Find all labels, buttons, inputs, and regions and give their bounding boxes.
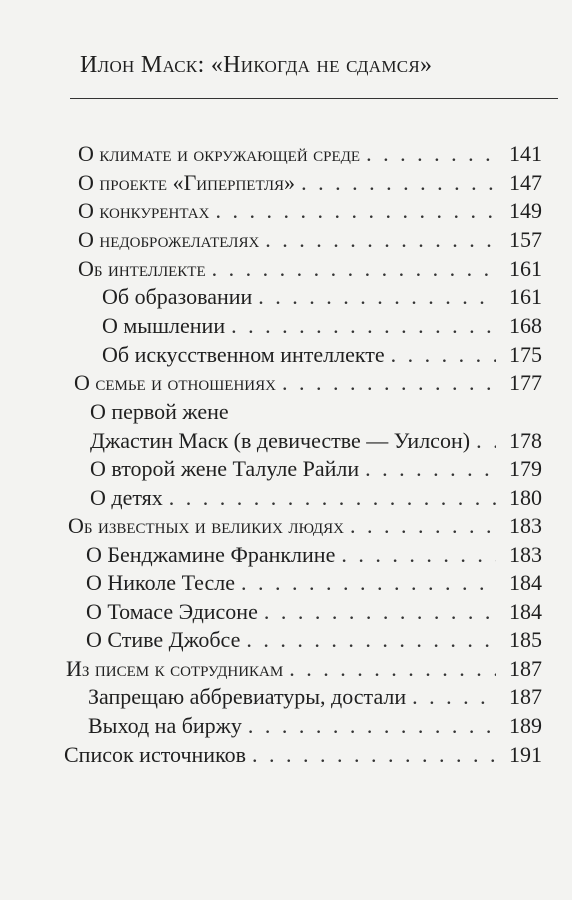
toc-entry-franklin — [86, 541, 542, 569]
toc-page-number: 183 — [509, 513, 542, 538]
toc-page-number: 184 — [509, 570, 542, 595]
toc-entry-label: О Стиве Джобсе — [86, 627, 241, 652]
toc-entry-tesla — [86, 569, 542, 597]
dot-leader — [169, 484, 496, 512]
toc-page-number: 149 — [509, 198, 542, 223]
toc-entry-label: Запрещаю аббревиатуры, достали — [88, 684, 407, 709]
dot-leader — [265, 226, 496, 254]
toc-page-number: 168 — [509, 313, 542, 338]
toc-entry-label: О Томасе Эдисоне — [86, 599, 258, 624]
toc-entry-edison — [86, 598, 542, 626]
dot-leader — [476, 427, 496, 455]
toc-entry-label: Выход на биржу — [88, 713, 242, 738]
dot-leader — [215, 197, 496, 225]
dot-leader — [252, 741, 496, 769]
toc-entry-second-wife — [90, 455, 542, 483]
toc-entry-label: Джастин Маск (в девичестве — Уилсон) — [90, 428, 471, 453]
toc-entry-hyperloop — [78, 169, 542, 197]
toc-entry-label: Об образовании — [102, 284, 253, 309]
toc-entry-label: Список источников — [64, 742, 247, 767]
toc-page-number: 184 — [509, 599, 542, 624]
toc-page-number: 178 — [509, 428, 542, 453]
toc-entry-climate — [78, 140, 542, 168]
toc-page-number: 187 — [509, 684, 542, 709]
running-head: Илон Маск: «Никогда не сдамся» — [80, 52, 433, 78]
toc-entry-intellect — [78, 255, 542, 283]
toc-page-number: 183 — [509, 542, 542, 567]
toc-entry-jobs — [86, 626, 542, 654]
toc-page-number: 157 — [509, 227, 542, 252]
toc-entry-family — [74, 369, 542, 397]
dot-leader — [212, 255, 496, 283]
toc-entry-label: Из писем к сотрудникам — [66, 656, 284, 681]
dot-leader — [289, 655, 496, 683]
toc-entry-label: О проекте «Гиперпетля» — [78, 170, 296, 195]
toc-entry-label: Об интеллекте — [78, 256, 206, 281]
toc-page-number: 161 — [509, 256, 542, 281]
toc-entry-label: О второй жене Талуле Райли — [90, 456, 360, 481]
toc-entry-ai — [102, 341, 542, 369]
toc-entry-education — [102, 283, 542, 311]
toc-page-number: 161 — [509, 284, 542, 309]
toc-page-number: 187 — [509, 656, 542, 681]
toc-entry-label: О климате и окружающей среде — [78, 141, 361, 166]
toc-entry-label: О семье и отношениях — [74, 370, 276, 395]
dot-leader — [391, 341, 496, 369]
toc-entry-label: Об искусственном интеллекте — [102, 342, 385, 367]
toc-entry-label: О детях — [90, 485, 163, 510]
toc-entry-label: О мышлении — [102, 313, 226, 338]
dot-leader — [248, 712, 496, 740]
toc-entry-children — [90, 484, 542, 512]
toc-page-number: 147 — [509, 170, 542, 195]
dot-leader — [341, 541, 496, 569]
toc-entry-first-wife-line1: О первой жене — [90, 399, 229, 424]
toc-entry-letters — [66, 655, 542, 683]
toc-entry-sources — [64, 741, 542, 769]
toc-entry-competitors — [78, 197, 542, 225]
toc-page-number: 175 — [509, 342, 542, 367]
toc-entry-abbreviations — [88, 683, 542, 711]
toc-page-number: 189 — [509, 713, 542, 738]
dot-leader — [350, 512, 496, 540]
toc-page-number: 191 — [509, 742, 542, 767]
dot-leader — [366, 140, 496, 168]
toc-page-number: 185 — [509, 627, 542, 652]
dot-leader — [365, 455, 496, 483]
dot-leader — [241, 569, 496, 597]
dot-leader — [231, 312, 496, 340]
toc-page-number: 177 — [509, 370, 542, 395]
dot-leader — [412, 683, 496, 711]
toc-entry-label: О Бенджамине Франклине — [86, 542, 336, 567]
toc-entry-famous — [68, 512, 542, 540]
dot-leader — [258, 283, 496, 311]
toc-entry-ipo — [88, 712, 542, 740]
dot-leader — [301, 169, 496, 197]
header-rule — [70, 98, 558, 99]
dot-leader — [282, 369, 496, 397]
toc-entry-thinking — [102, 312, 542, 340]
toc-entry-critics — [78, 226, 542, 254]
toc-page-number: 180 — [509, 485, 542, 510]
toc-entry-first-wife — [90, 427, 542, 455]
dot-leader — [264, 598, 496, 626]
toc-entry-label: О недоброжелателях — [78, 227, 260, 252]
toc-entry-label: О Николе Тесле — [86, 570, 235, 595]
toc-entry-label: Об известных и великих людях — [68, 513, 344, 538]
toc-entry-label: О конкурентах — [78, 198, 210, 223]
toc-page-number: 179 — [509, 456, 542, 481]
dot-leader — [246, 626, 496, 654]
toc-page-number: 141 — [509, 141, 542, 166]
